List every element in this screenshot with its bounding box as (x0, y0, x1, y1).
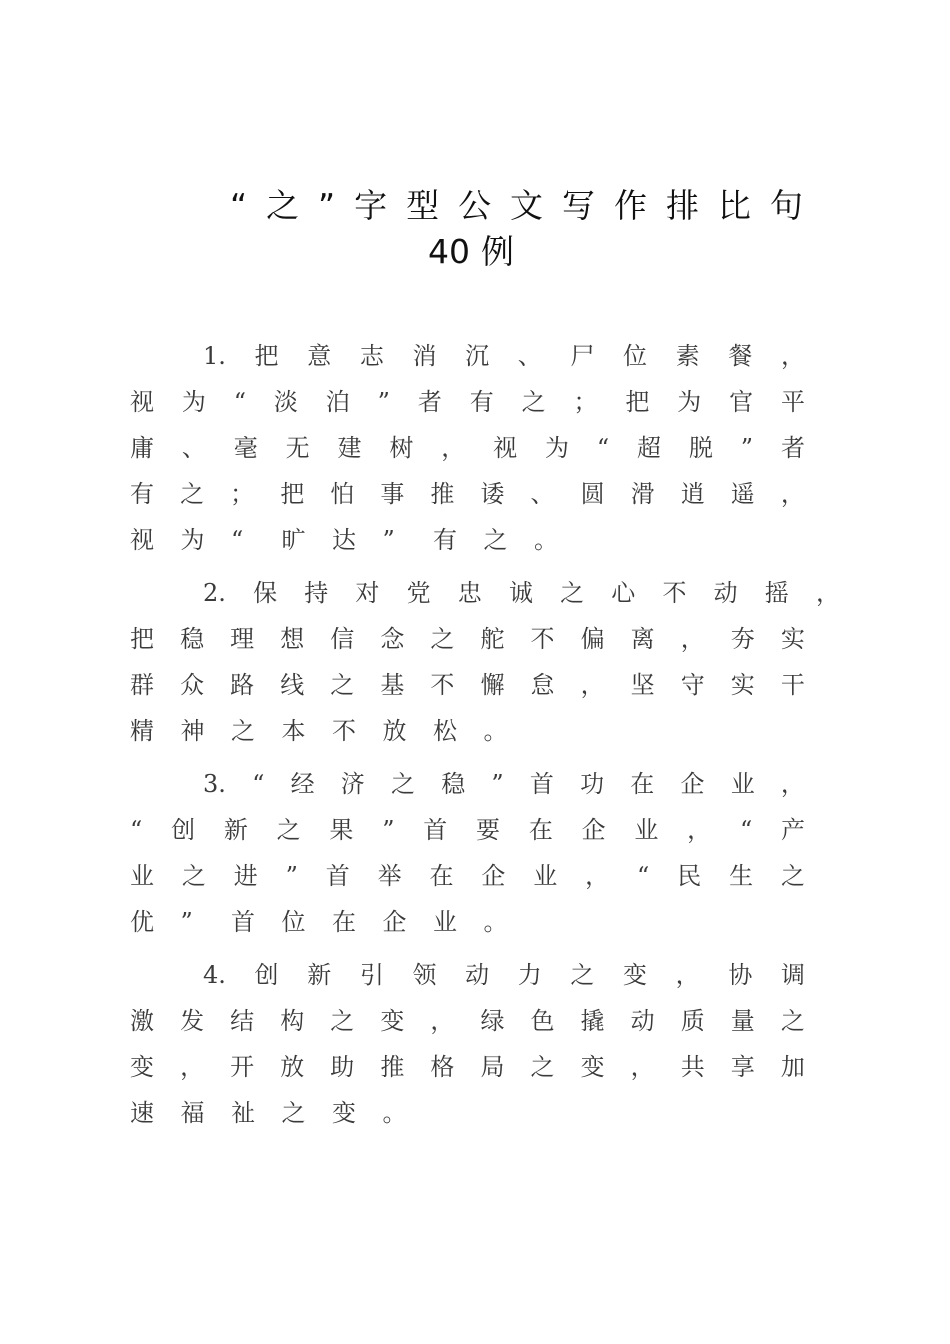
paragraph-2-line: 2. 保 持 对 党 忠 诚 之 心 不 动 摇 ， (203, 579, 840, 607)
title-char: 写 (562, 186, 595, 225)
paragraph-1-line: 有 之 ； 把 怕 事 推 诿 、 圆 滑 逍 遥 ， (130, 480, 805, 508)
title-char: 字 (354, 186, 388, 225)
paragraph-2-line: 精 神 之 本 不 放 松 。 (130, 717, 508, 745)
paragraph-1-line: 视 为 “ 旷 达 ” 有 之 。 (130, 526, 558, 554)
paragraph-3-line: 3. “ 经 济 之 稳 ” 首 功 在 企 业 ， (203, 770, 805, 798)
document-title-line-1 (230, 186, 803, 226)
document-title-line-2 (428, 232, 514, 272)
title-char: “ (230, 186, 248, 225)
paragraph-2-line: 群 众 路 线 之 基 不 懈 怠 ， 坚 守 实 干 (130, 671, 805, 699)
paragraph-4-line: 激 发 结 构 之 变 ， 绿 色 撬 动 质 量 之 (130, 1007, 805, 1035)
title-char: 作 (613, 186, 647, 225)
paragraph-1-line: 视 为 “ 淡 泊 ” 者 有 之 ； 把 为 官 平 (130, 388, 805, 416)
title-char: 型 (406, 186, 440, 225)
title-char: 比 (717, 186, 751, 225)
paragraph-3-line: 业 之 进 ” 首 举 在 企 业 ， “ 民 生 之 (130, 862, 805, 890)
paragraph-3-line: “ 创 新 之 果 ” 首 要 在 企 业 ， “ 产 (130, 816, 805, 844)
title-char: ” (318, 186, 336, 225)
title-char: 之 (266, 186, 300, 225)
title-char: 排 (665, 186, 699, 225)
paragraph-4-line: 变 ， 开 放 助 推 格 局 之 变 ， 共 享 加 (130, 1053, 805, 1081)
title-char: 公 (458, 186, 492, 225)
paragraph-2-line: 把 稳 理 想 信 念 之 舵 不 偏 离 ， 夯 实 (130, 625, 805, 653)
title-char: 文 (510, 186, 544, 225)
paragraph-4-line: 4. 创 新 引 领 动 力 之 变 ， 协 调 (203, 961, 805, 989)
title-char: 例 (481, 232, 514, 271)
paragraph-1-line: 庸 、 毫 无 建 树 ， 视 为 “ 超 脱 ” 者 (130, 434, 805, 462)
title-char: 句 (769, 186, 803, 225)
paragraph-3-line: 优 ” 首 位 在 企 业 。 (130, 908, 508, 936)
title-char: 40 (428, 232, 470, 271)
paragraph-1-line: 1. 把 意 志 消 沉 、 尸 位 素 餐 ， (203, 342, 805, 370)
paragraph-4-line: 速 福 祉 之 变 。 (130, 1099, 407, 1127)
